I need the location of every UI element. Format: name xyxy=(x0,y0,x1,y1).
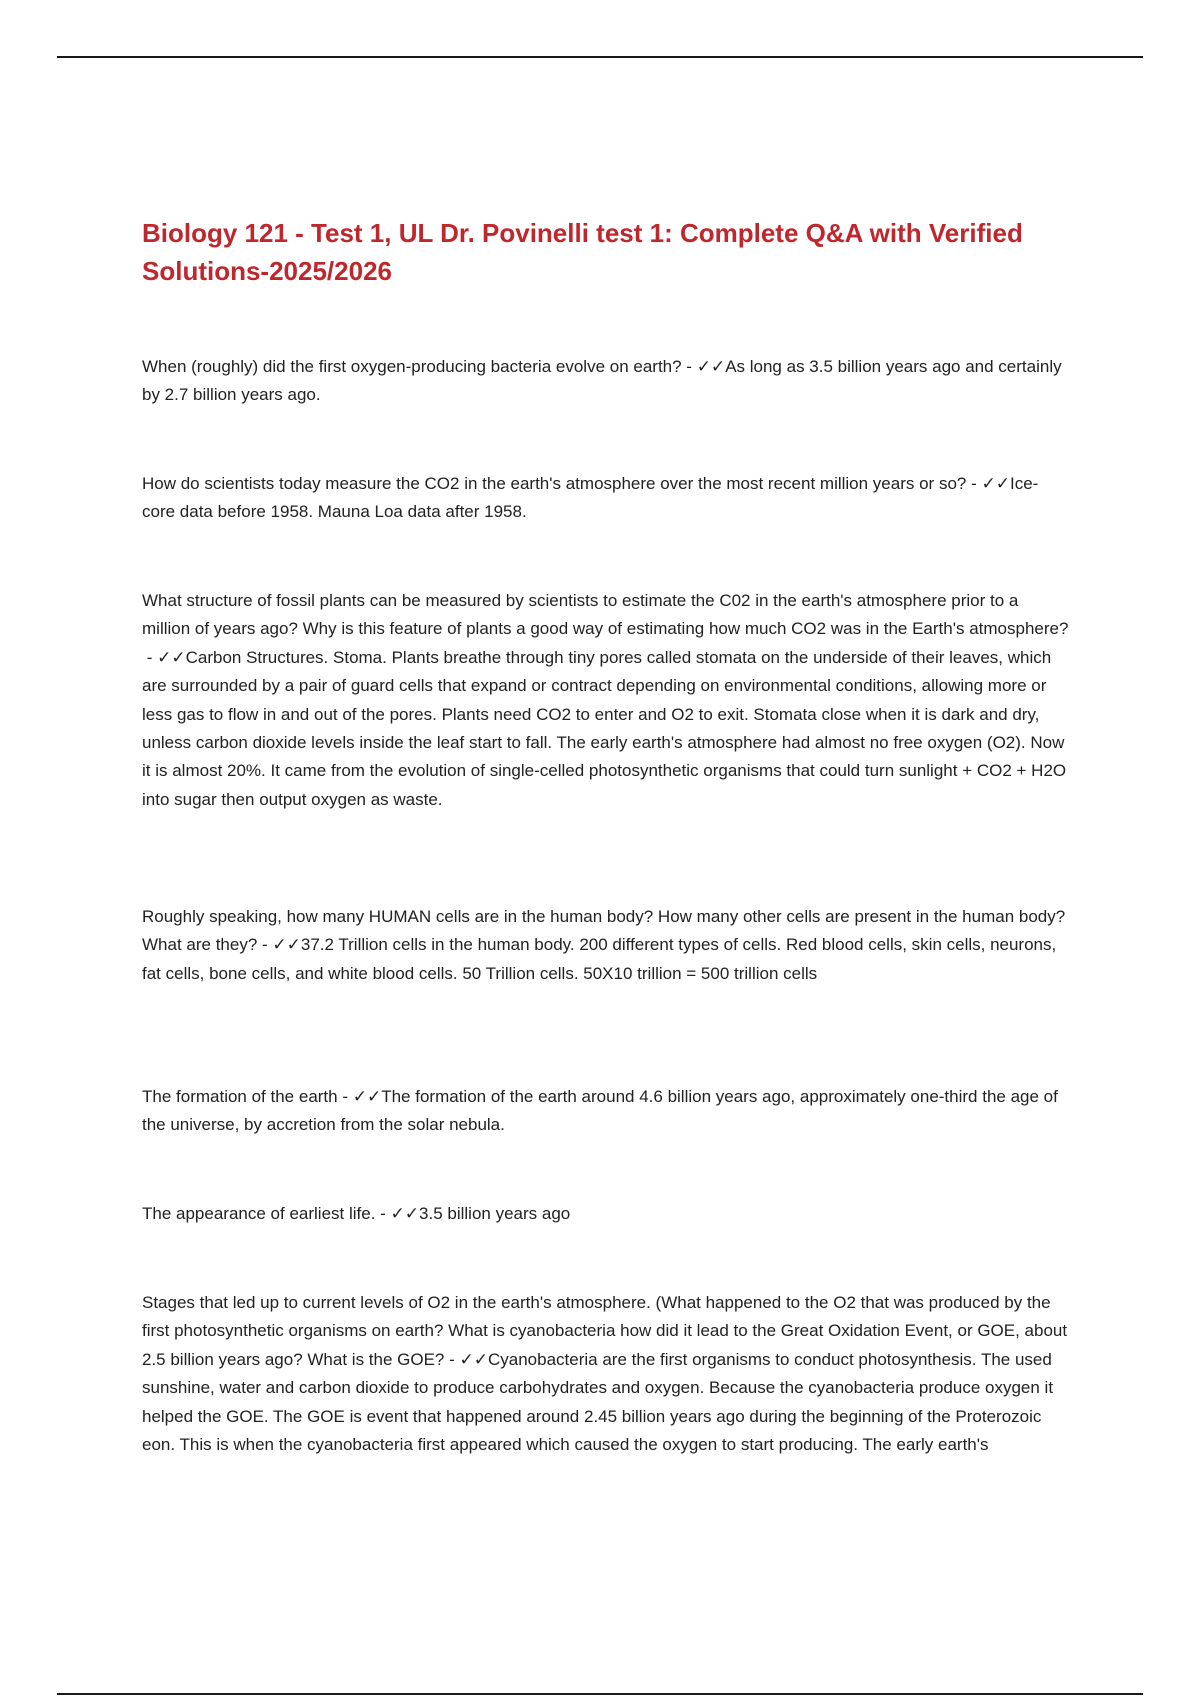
qa-separator: - xyxy=(444,1349,460,1369)
answer-text: The formation of the earth around 4.6 billion years ago, approximately one-third the age of the universe, by accretion from the solar nebula. xyxy=(142,1087,1058,1135)
answer-text: As long as 3.5 billion years ago and certainly by 2.7 billion years ago. xyxy=(142,357,1062,405)
qa-separator: - xyxy=(337,1087,353,1106)
qa-separator: - xyxy=(257,935,273,955)
question-text: How do scientists today measure the CO2 in the earth's atmosphere over the most recent million years or so? xyxy=(142,474,967,493)
double-check-icon: ✓✓ xyxy=(352,1087,382,1106)
double-check-icon: ✓✓ xyxy=(157,647,186,667)
document-title: Biology 121 - Test 1, UL Dr. Povinelli test 1: Complete Q&A with Verified Solutions-2025/2026 xyxy=(142,218,1023,286)
qa-item xyxy=(142,470,1070,527)
qa-item xyxy=(142,1289,1070,1459)
qa-item xyxy=(142,587,1070,814)
double-check-icon: ✓✓ xyxy=(696,357,726,376)
qa-separator: - xyxy=(681,357,697,376)
question-text: When (roughly) did the first oxygen-producing bacteria evolve on earth? xyxy=(142,357,682,376)
answer-text: 37.2 Trillion cells in the human body. 200 different types of cells. Red blood cells, skin cells, neurons, fat cells, bone cells, and white blood cells. 50 Trillion cells. 50X10 trillion = 500 trillion cells xyxy=(142,935,1057,983)
answer-text: Ice-core data before 1958. Mauna Loa data after 1958. xyxy=(142,474,1039,522)
qa-separator: - xyxy=(375,1204,391,1223)
qa-item xyxy=(142,1083,1070,1140)
question-text: What structure of fossil plants can be measured by scientists to estimate the C02 in the earth's atmosphere prior to a million of years ago? Why is this feature of plants a good way of estimating how much CO2 was in the Earth's atmosphere? xyxy=(142,591,1069,639)
question-text: Roughly speaking, how many HUMAN cells are in the human body? How many other cells are present in the human body? What are they? xyxy=(142,907,1066,955)
qa-item xyxy=(142,903,1070,988)
qa-item xyxy=(142,353,1070,410)
top-rule xyxy=(57,56,1143,58)
answer-text: 3.5 billion years ago xyxy=(419,1204,571,1223)
double-check-icon: ✓✓ xyxy=(390,1204,420,1223)
qa-separator: - xyxy=(142,647,158,667)
qa-item xyxy=(142,1200,1070,1228)
double-check-icon: ✓✓ xyxy=(459,1349,488,1369)
double-check-icon: ✓✓ xyxy=(272,935,301,955)
question-text: Stages that led up to current levels of O2 in the earth's atmosphere. (What happened to the O2 that was produced by the first photosynthetic organisms on earth? What is cyanobacteria how did it lead to the Great Oxidation Event, or GOE, about 2.5 billion years ago? What is the GOE? xyxy=(142,1293,1068,1369)
question-text: The formation of the earth xyxy=(142,1087,338,1106)
answer-text: Carbon Structures. Stoma. Plants breathe through tiny pores called stomata on the underside of their leaves, which are surrounded by a pair of guard cells that expand or contract depending on environmental conditions, allowing more or less gas to flow in and out of the pores. Plants need CO2 to enter and O2 to exit. Stomata close when it is dark and dry, unless carbon dioxide levels inside the leaf start to fall. The early earth's atmosphere had almost no free oxygen (O2). Now it is almost 20%. It came from the evolution of single-celled photosynthetic organisms that could turn sunlight + CO2 + H2O into sugar then output oxygen as waste. xyxy=(142,647,1067,809)
qa-separator: - xyxy=(966,474,982,493)
bottom-rule xyxy=(57,1693,1143,1695)
double-check-icon: ✓✓ xyxy=(981,474,1010,493)
question-text: The appearance of earliest life. xyxy=(142,1204,376,1223)
answer-text: Cyanobacteria are the first organisms to conduct photosynthesis. The used sunshine, water and carbon dioxide to produce carbohydrates and oxygen. Because the cyanobacteria produce oxygen it helped the GOE. The GOE is event that happened around 2.45 billion years ago during the beginning of the Proterozoic eon. This is when the cyanobacteria first appeared which caused the oxygen to start producing. The early earth's xyxy=(142,1349,1054,1455)
